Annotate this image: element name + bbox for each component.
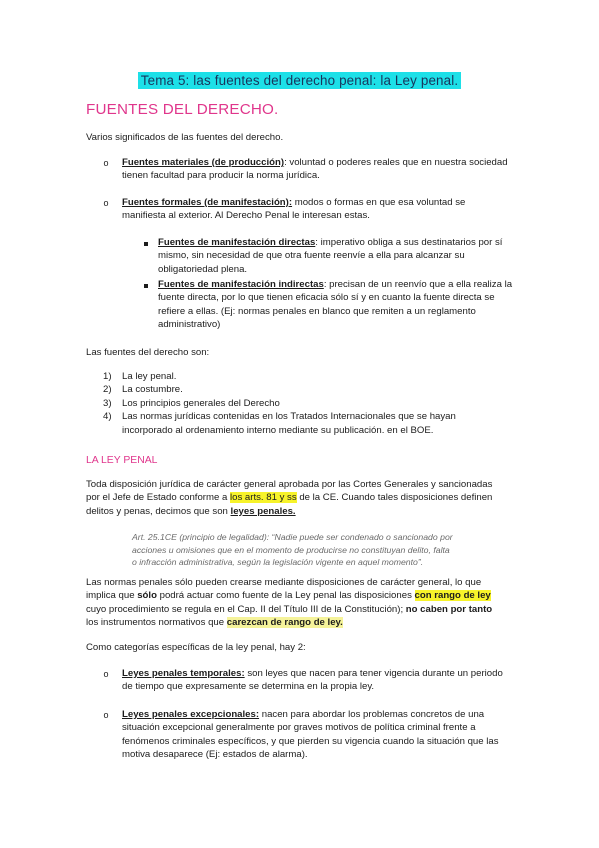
item-text: : imperativo obliga a sus destinatarios por sí <box>315 237 503 248</box>
term-leyes-penales: leyes penales. <box>230 505 296 517</box>
list-text: La costumbre. <box>122 384 183 396</box>
item-text-line: manifiesta al exterior. Al Derecho Penal le interesan estas. <box>122 210 370 222</box>
list-text: Los principios generales del Derecho <box>122 397 280 409</box>
list-item-leyes-temporales <box>122 667 522 694</box>
item-text-line: refiere a ellas. (Ej: normas penales en blanco que remiten a un reglamento <box>158 305 476 317</box>
paragraph-line: Las normas penales sólo pueden crearse mediante disposiciones de carácter general, lo que <box>86 577 482 588</box>
paragraph-normas-penales <box>86 576 526 630</box>
item-text-line: motiva desaparece (Ej: estados de alarma). <box>122 749 308 761</box>
list-number: 4) <box>103 411 112 423</box>
item-text: nacen para abordar los problemas concretos de una <box>259 709 485 720</box>
item-text-line: de tiempo que expresamente se determina en la propia ley. <box>122 681 375 693</box>
term-leyes-excepcionales: Leyes penales excepcionales: <box>122 709 260 720</box>
text-span: delitos y penas, decimos que son <box>86 505 231 517</box>
quote-line: o infracción administrativa, según la legislación vigente en aquel momento”. <box>132 557 424 568</box>
text-span: de la CE. Cuando tales disposiciones definen <box>296 492 493 504</box>
bold-text: sólo <box>137 590 157 602</box>
title-container <box>0 72 599 89</box>
term-leyes-temporales: Leyes penales temporales: <box>122 668 245 679</box>
list-item-leyes-excepcionales <box>122 708 522 762</box>
term-indirectas: Fuentes de manifestación indirectas <box>158 279 324 290</box>
paragraph-line: Toda disposición jurídica de carácter general aprobada por las Cortes Generales y sancionadas <box>86 479 493 490</box>
list-item <box>103 397 523 410</box>
list-text: La ley penal. <box>122 371 177 382</box>
quote-line: acciones u omisiones que en el momento de producirse no constituyan delito, falta <box>132 544 450 555</box>
item-text: : precisan de un reenvío que a ella realiza la <box>323 279 513 290</box>
text-span: podrá actuar como fuente de la Ley penal las disposiciones <box>156 590 415 602</box>
list-item-fuentes-formales <box>122 196 522 223</box>
text-span: implica que <box>86 590 138 602</box>
list-text: Las normas jurídicas contenidas en los Tratados Internacionales que se hayan <box>122 411 456 423</box>
list-number: 3) <box>103 397 112 409</box>
numbered-list <box>103 370 523 437</box>
section-heading-fuentes: FUENTES DEL DERECHO. <box>86 101 279 118</box>
text-span: los instrumentos normativos que <box>86 617 227 629</box>
item-text-line: mismo, sin necesidad de que otra fuente reenvíe a ella para alcanzar su <box>158 250 465 262</box>
bullet-square <box>143 239 151 247</box>
bullet-circle: o <box>103 198 109 208</box>
item-text: modos o formas en que esa voluntad se <box>292 197 466 208</box>
item-text-line: situación excepcional generalmente por graves motivos de política criminal frente a <box>122 722 476 734</box>
paragraph-categorias: Como categorías específicas de la ley penal, hay 2: <box>86 642 306 653</box>
paragraph-definition <box>86 478 526 518</box>
item-text: son leyes que nacen para tener vigencia durante un periodo <box>244 668 503 679</box>
highlighted-bold-text: carezcan de rango de ley. <box>226 617 343 629</box>
bold-text: no caben por tanto <box>405 603 493 615</box>
list-text: incorporado al ordenamiento interno mediante su publicación. en el BOE. <box>122 424 434 436</box>
list-item <box>103 383 523 396</box>
term-fuentes-formales: Fuentes formales (de manifestación): <box>122 197 293 208</box>
item-text-line: fenómenos criminales específicos, y que pierden su vigencia cuando la situación que las <box>122 735 499 747</box>
text-span: cuyo procedimiento se regula en el Cap. II del Título III de la Constitución); <box>86 603 406 615</box>
item-text: : voluntad o poderes reales que en nuestra sociedad <box>284 157 508 168</box>
item-text-line: fuente directa, por lo que tienen eficacia sólo sí y en cuanto la fuente directa se <box>158 292 495 304</box>
item-text-line: administrativo) <box>158 319 221 331</box>
bullet-circle: o <box>103 710 109 720</box>
page-title: Tema 5: las fuentes del derecho penal: la Ley penal. <box>138 72 461 89</box>
bullet-square <box>143 281 151 289</box>
sub-item-indirectas <box>158 278 538 332</box>
item-text-line: tienen facultad para producir la norma jurídica. <box>122 170 320 182</box>
list-item <box>103 370 523 383</box>
list-number: 1) <box>103 371 112 382</box>
term-directas: Fuentes de manifestación directas <box>158 237 316 248</box>
sub-item-directas <box>158 236 528 276</box>
highlighted-reference: los arts. 81 y ss <box>230 492 297 504</box>
list-item <box>103 410 523 437</box>
item-text-line: obligatoriedad plena. <box>158 263 248 275</box>
bullet-circle: o <box>103 669 109 679</box>
list-intro: Las fuentes del derecho son: <box>86 347 210 358</box>
highlighted-bold-text: con rango de ley <box>414 590 491 602</box>
list-number: 2) <box>103 384 112 396</box>
text-span: por el Jefe de Estado conforme a <box>86 492 230 504</box>
legal-quote <box>132 531 492 569</box>
quote-line: Art. 25.1CE (principio de legalidad): “Nadie puede ser condenado o sancionado por <box>132 532 453 542</box>
list-item-fuentes-materiales <box>122 156 522 183</box>
term-fuentes-materiales: Fuentes materiales (de producción) <box>122 157 285 168</box>
bullet-circle: o <box>103 158 109 168</box>
intro-paragraph: Varios significados de las fuentes del derecho. <box>86 132 284 143</box>
section-heading-ley-penal: LA LEY PENAL <box>86 455 158 466</box>
